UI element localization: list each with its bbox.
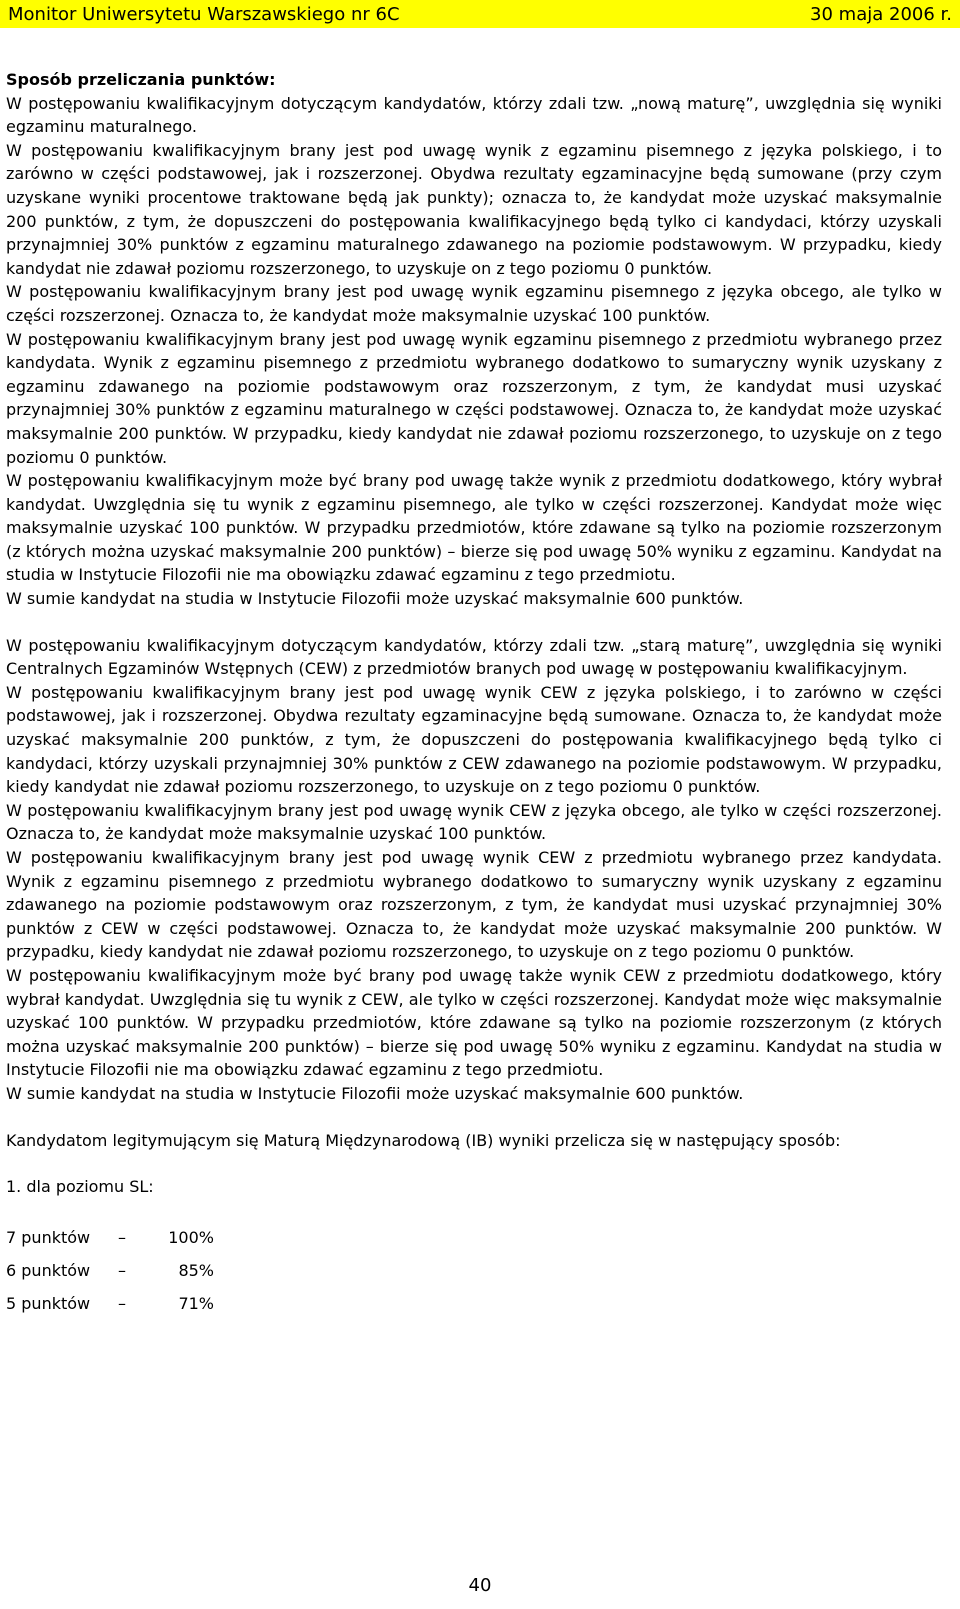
paragraph: W sumie kandydat na studia w Instytucie Filozofii może uzyskać maksymalnie 600 punktów. [6,1083,744,1103]
paragraph-gap [6,1106,942,1129]
percent-cell: 85% [178,1261,214,1281]
table-row [6,1222,214,1255]
paragraph-gap [6,611,942,634]
paragraph: W postępowaniu kwalifikacyjnym brany jest pod uwagę wynik egzaminu pisemnego z języka obcego, ale tylko w części rozszerzonej. Oznacza to, że kandydat może maksymalnie uzyskać 100 punktów. [6,282,942,325]
paragraph: W postępowaniu kwalifikacyjnym brany jest pod uwagę wynik z egzaminu pisemnego z języka polskiego, i to zarówno w części podstawowej, jak i rozszerzonej. Obydwa rezultaty egzaminacyjne będą sumowane (przy czym uzyskane wyniki procentowe traktowane będą jak punkty); oznacza to, że kandydat może uzyskać maksymalnie 200 punktów, z tym, że dopuszczeni do postępowania kwalifikacyjnego będą tylko ci kandydaci, którzy uzyskali przynajmniej 30% punktów z egzaminu maturalnego zdawanego na poziomie podstawowym. W przypadku, kiedy kandydat nie zdawał poziomu rozszerzonego, to uzyskuje on z tego poziomu 0 punktów. [6,140,942,278]
paragraph: W postępowaniu kwalifikacyjnym brany jest pod uwagę wynik egzaminu pisemnego z przedmiotu wybranego przez kandydata. Wynik z egzaminu pisemnego z przedmiotu wybranego dodatkowo to sumaryczny wynik uzyskany z egzaminu zdawanego na poziomie podstawowym oraz rozszerzonym, z tym, że kandydat musi uzyskać przynajmniej 30% punktów z egzaminu maturalnego w części podstawowej. Oznacza to, że kandydat może uzyskać maksymalnie 200 punktów. W przypadku, kiedy kandydat nie zdawał poziomu rozszerzonego, to uzyskuje on z tego poziomu 0 punktów. [6,329,942,467]
paragraph: W postępowaniu kwalifikacyjnym może być brany pod uwagę także wynik CEW z przedmiotu dodatkowego, który wybrał kandydat. Uwzględnia się tu wynik z CEW, ale tylko w części rozszerzonej. Kandydat może więc maksymalnie uzyskać 100 punktów. W przypadku przedmiotów, które zdawane są tylko na poziomie rozszerzonym (z których można uzyskać maksymalnie 200 punktów) – bierze się pod uwagę 50% wyniku z egzaminu. Kandydat na studia w Instytucie Filozofii nie ma obowiązku zdawać egzaminu z tego przedmiotu. [6,965,942,1080]
page-number: 40 [468,1575,492,1596]
points-cell: 5 punktów [6,1294,91,1314]
paragraph-gap [6,1152,942,1175]
percent-cell: 71% [178,1294,214,1314]
dash-cell: – [118,1294,126,1314]
dash-cell: – [118,1261,126,1281]
points-cell: 7 punktów [6,1228,91,1248]
paragraph: W postępowaniu kwalifikacyjnym brany jest pod uwagę wynik CEW z języka polskiego, i to zarówno w części podstawowej, jak i rozszerzonej. Obydwa rezultaty egzaminacyjne będą sumowane. Oznacza to, że kandydat może uzyskać maksymalnie 200 punktów, z tym, że dopuszczeni do postępowania kwalifikacyjnego będą tylko ci kandydaci, którzy uzyskali przynajmniej 30% punktów z CEW zdawanego na poziomie podstawowym. W przypadku, kiedy kandydat nie zdawał poziomu rozszerzonego, to uzyskuje on z tego poziomu 0 punktów. [6,682,942,797]
section-heading: Sposób przeliczania punktów: [6,70,276,89]
table-row [6,1255,214,1288]
ib-score-table [6,1222,214,1321]
header-publication-title: Monitor Uniwersytetu Warszawskiego nr 6C [8,3,400,25]
paragraph-gap [6,1199,942,1222]
percent-cell: 100% [168,1228,214,1248]
ib-intro-paragraph: Kandydatom legitymującym się Maturą Międzynarodową (IB) wyniki przelicza się w następujący sposób: [6,1130,841,1150]
table-row [6,1288,214,1321]
paragraph: W postępowaniu kwalifikacyjnym brany jest pod uwagę wynik CEW z języka obcego, ale tylko w części rozszerzonej. Oznacza to, że kandydat może maksymalnie uzyskać 100 punktów. [6,800,942,844]
page-header [0,0,960,28]
dash-cell: – [118,1228,126,1248]
paragraph: W postępowaniu kwalifikacyjnym brany jest pod uwagę wynik CEW z przedmiotu wybranego przez kandydata. Wynik z egzaminu pisemnego z przedmiotu wybranego dodatkowo to sumaryczny wynik uzyskany z egzaminu zdawanego na poziomie podstawowym oraz rozszerzonym, z tym, że kandydat musi uzyskać przynajmniej 30% punktów z CEW w części podstawowej. Oznacza to, że kandydat może uzyskać maksymalnie 200 punktów. W przypadku, kiedy kandydat nie zdawał poziomu rozszerzonego, to uzyskuje on z tego poziomu 0 punktów. [6,848,942,962]
paragraph: W postępowaniu kwalifikacyjnym dotyczącym kandydatów, którzy zdali tzw. „starą maturę”, uwzględnia się wyniki Centralnych Egzaminów Wstępnych (CEW) z przedmiotów branych pod uwagę w postępowaniu kwalifikacyjnym. [6,635,942,679]
header-date: 30 maja 2006 r. [810,3,952,25]
document-body [6,68,942,1321]
paragraph: W postępowaniu kwalifikacyjnym dotyczącym kandydatów, którzy zdali tzw. „nową maturę”, uwzględnia się wyniki egzaminu maturalnego. [6,93,942,137]
paragraph: W postępowaniu kwalifikacyjnym może być brany pod uwagę także wynik z przedmiotu dodatkowego, który wybrał kandydat. Uwzględnia się tu wynik z egzaminu pisemnego, ale tylko w części rozszerzonej. Kandydat może więc maksymalnie uzyskać 100 punktów. W przypadku przedmiotów, które zdawane są tylko na poziomie rozszerzonym (z których można uzyskać maksymalnie 200 punktów) – bierze się pod uwagę 50% wyniku z egzaminu. Kandydat na studia w Instytucie Filozofii nie ma obowiązku zdawać egzaminu z tego przedmiotu. [6,471,942,585]
paragraph: W sumie kandydat na studia w Instytucie Filozofii może uzyskać maksymalnie 600 punktów. [6,589,744,609]
ib-level-label: 1. dla poziomu SL: [6,1177,154,1197]
points-cell: 6 punktów [6,1261,91,1281]
